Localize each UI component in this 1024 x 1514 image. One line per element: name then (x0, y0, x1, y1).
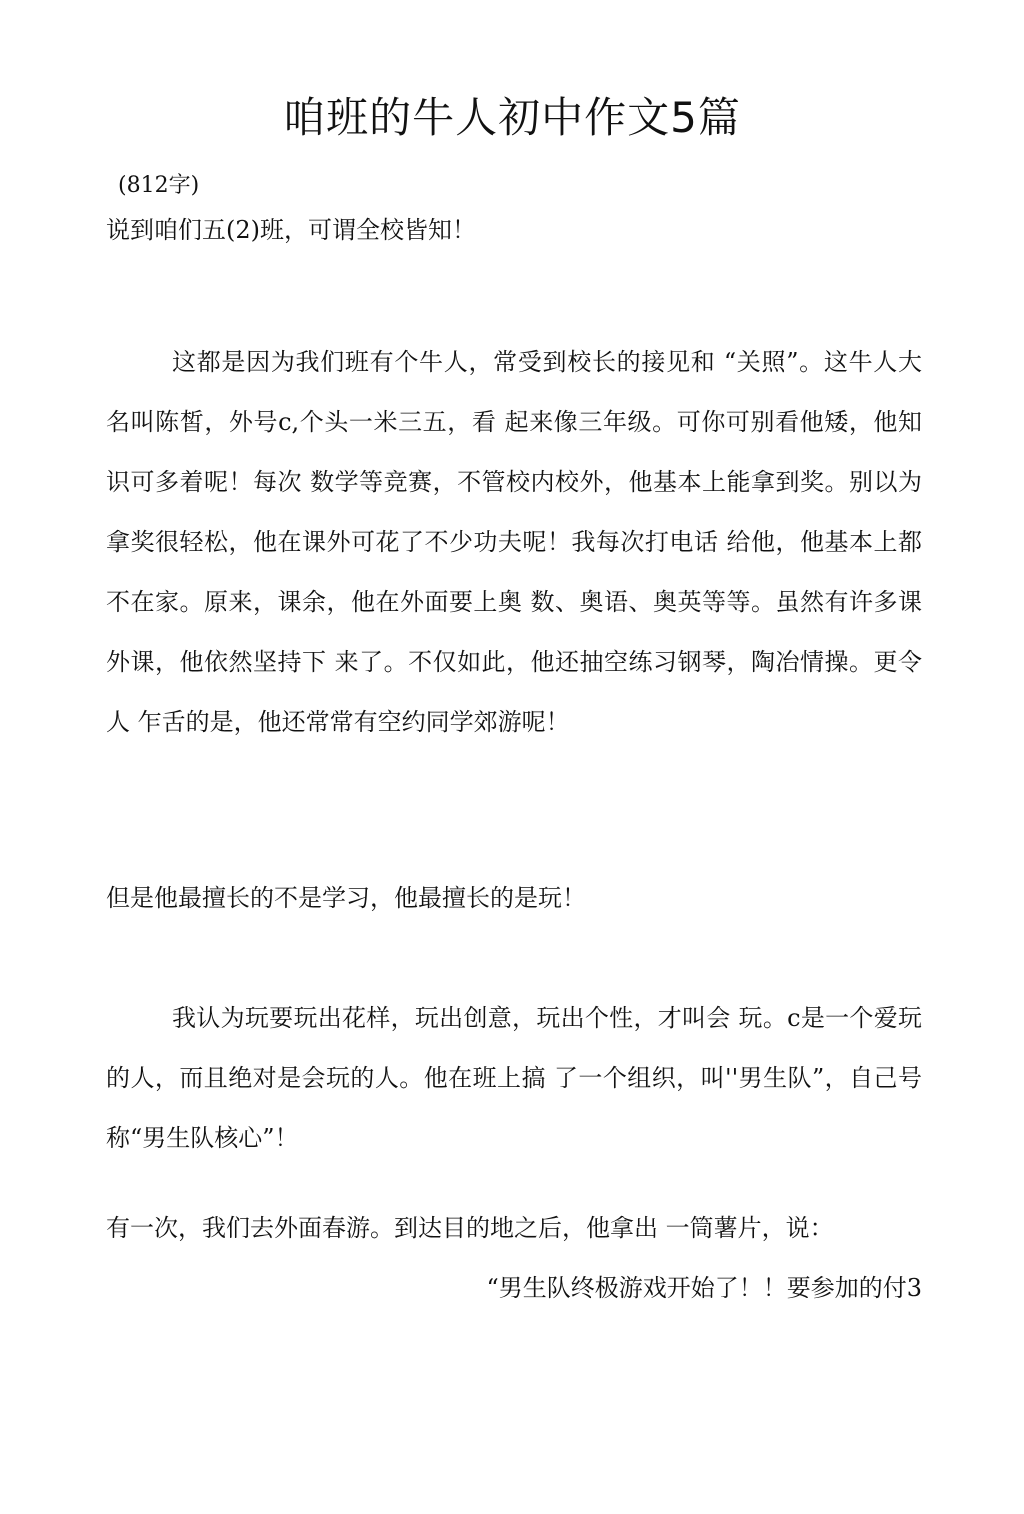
paragraph-1: 说到咱们五(2)班，可谓全校皆知！ (106, 216, 476, 244)
document-title: 咱班的牛人初中作文5篇 (283, 93, 741, 142)
paragraph-5: 有一次，我们去外面春游。到达目的地之后，他拿出 一筒薯片，说： (106, 1214, 834, 1242)
paragraph-6: “男生队终极游戏开始了！！要参加的付3 (486, 1274, 922, 1302)
paragraph-4: 我认为玩要玩出花样，玩出创意，玩出个性，才叫会 玩。c是一个爱玩的人，而且绝对是会玩的人。他在班上搞 了一个组织，叫''男生队”，自己号称“男生队核心”！ (106, 1004, 922, 1152)
paragraph-2: 这都是因为我们班有个牛人，常受到校长的接见和 “关照”。这牛人大名叫陈皙，外号c,个头一米三五，看 起来像三年级。可你可别看他矮，他知识可多着呢！每次 数学等竞赛，不管校内校外，他基本上能拿到奖。别以为 拿奖很轻松，他在课外可花了不少功夫呢！我每次打电话 给他，他基本上都不在家。原来，课余，他在外面要上奥 数、奥语、奥英等等。虽然有许多课外课，他依然坚持下 来了。不仅如此，他还抽空练习钢琴，陶冶情操。更令人 乍舌的是，他还常常有空约同学郊游呢！ (106, 348, 922, 736)
word-count: (812字) (118, 173, 200, 198)
paragraph-3: 但是他最擅长的不是学习，他最擅长的是玩！ (106, 884, 586, 912)
